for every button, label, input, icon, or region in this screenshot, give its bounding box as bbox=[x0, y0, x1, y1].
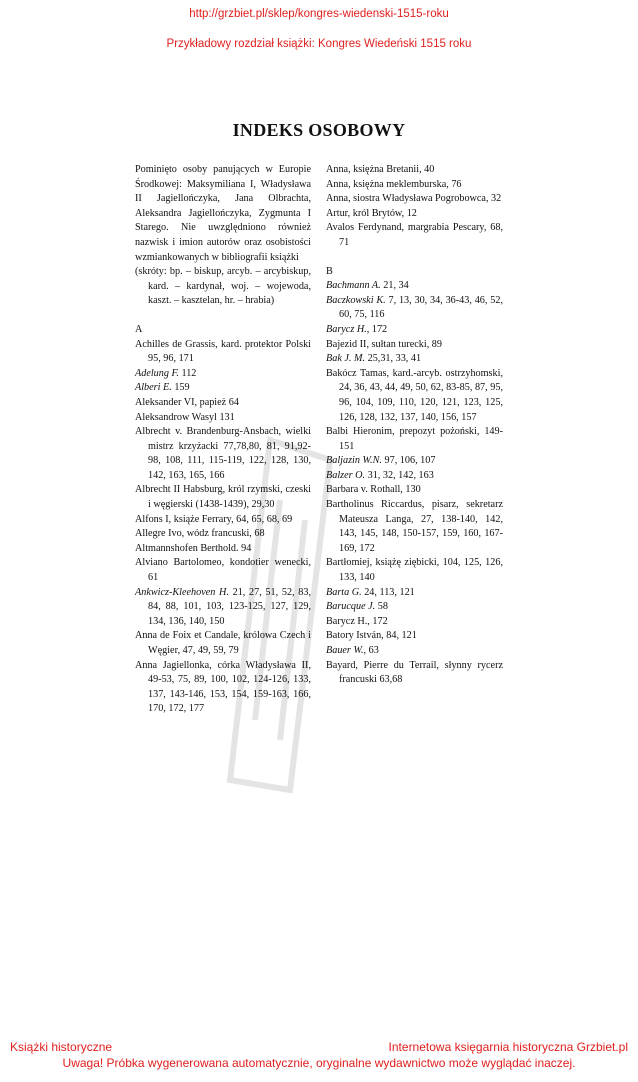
index-entry-pages: 21, 27, 51, 52, 83, 84, 88, 101, 103, 123-125, 127, 129, 134, 136, 140, 150 bbox=[148, 586, 311, 627]
index-column-left bbox=[135, 163, 311, 717]
footer-books-link[interactable]: Książki historyczne bbox=[10, 1040, 113, 1054]
index-entry: Alfons I, książe Ferrary, 64, 65, 68, 69 bbox=[135, 513, 293, 525]
index-entry bbox=[135, 586, 311, 630]
index-entry-pages: 7, 13, 30, 34, 36-43, 46, 52, 60, 75, 116 bbox=[339, 294, 503, 321]
index-entry-author: Baljazin W.N. bbox=[326, 455, 382, 467]
index-entry-author: Ankwicz-Kleehoven H. bbox=[135, 586, 229, 598]
index-entry: Artur, król Brytów, 12 bbox=[326, 207, 417, 219]
index-entry: Alviano Bartolomeo, kondotier wenecki, 61 bbox=[135, 557, 311, 584]
index-entry: Balbi Hieronim, prepozyt pożoński, 149-151 bbox=[326, 426, 503, 452]
index-entry: Anna, księżna meklemburska, 76 bbox=[326, 178, 462, 190]
index-entry: Batory István, 84, 121 bbox=[326, 630, 417, 642]
index-entry: Anna, księżna Bretanii, 40 bbox=[326, 164, 435, 175]
index-entry bbox=[326, 644, 503, 659]
index-entry bbox=[326, 586, 503, 601]
index-entry: Bakócz Tamas, kard.-arcyb. ostrzyhomski, 24, 36, 43, 44, 49, 50, 62, 83-85, 87, 95, 96, 104, 109, 110, 120, 121, 123, 125, 126, 128, 132, 137, 140, 156, 157 bbox=[326, 367, 503, 423]
index-column-right bbox=[326, 163, 503, 688]
index-entry: Bartholinus Riccardus, pisarz, sekretarz Mateusza Langa, 27, 138-140, 142, 143, 145, 148, 150-157, 159, 160, 167-169, 172 bbox=[326, 499, 503, 554]
index-entry bbox=[326, 352, 503, 367]
index-entry: Barbara v. Rothall, 130 bbox=[326, 484, 421, 496]
index-entry-pages: , 172 bbox=[366, 323, 388, 335]
index-entry: Allegre Ivo, wódz francuski, 68 bbox=[135, 528, 265, 540]
index-entry-author: Barucque J. bbox=[326, 601, 376, 613]
index-entry bbox=[135, 381, 311, 396]
sample-chapter-note: Przykładowy rozdział książki: Kongres Wiedeński 1515 roku bbox=[166, 38, 472, 50]
index-entry: Bayard, Pierre du Terrail, słynny rycerz francuski 63,68 bbox=[326, 659, 503, 686]
index-entry-pages: 25,31, 33, 41 bbox=[365, 353, 422, 365]
index-entry: Avalos Ferdynand, margrabia Pescary, 68, 71 bbox=[326, 222, 503, 248]
index-entry bbox=[326, 454, 503, 469]
index-entry-pages: 112 bbox=[178, 367, 197, 379]
index-entry-pages: 58 bbox=[375, 601, 388, 613]
footer-shop-link[interactable]: Internetowa księgarnia historyczna Grzbiet.pl bbox=[388, 1040, 628, 1054]
index-entry: (skróty: bp. – biskup, arcyb. – arcybiskup, kard. – kardynał, woj. – wojewoda, kaszt. – kasztelan, hr. – hrabia) bbox=[135, 266, 311, 307]
index-entry-pages: 31, 32, 142, 163 bbox=[365, 469, 434, 481]
index-entry-author: Barta G. bbox=[326, 586, 362, 598]
index-entry-author: Bauer W. bbox=[326, 645, 364, 656]
page-title: INDEKS OSOBOWY bbox=[232, 120, 406, 140]
index-entry bbox=[326, 600, 503, 615]
index-entry: Anna de Foix et Candale, królowa Czech i Węgier, 47, 49, 59, 79 bbox=[135, 630, 311, 656]
index-entry-author: Balzer O. bbox=[326, 469, 366, 481]
index-letter-heading: B bbox=[326, 265, 333, 277]
index-entry-pages: 24, 113, 121 bbox=[361, 586, 415, 598]
index-entry bbox=[326, 469, 503, 484]
index-entry: Albrecht v. Brandenburg-Ansbach, wielki mistrz krzyżacki 77,78,80, 81, 91,92-98, 108, 111, 115-119, 122, 128, 130, 142, 163, 165, 166 bbox=[135, 426, 311, 481]
footer-warning: Uwaga! Próbka wygenerowana automatycznie, oryginalne wydawnictwo może wyglądać inaczej. bbox=[62, 1056, 576, 1070]
index-entry bbox=[135, 367, 311, 382]
index-entry-pages: , 63 bbox=[363, 645, 379, 656]
index-entry: Achilles de Grassis, kard. protektor Polski 95, 96, 171 bbox=[135, 338, 311, 365]
index-entry bbox=[326, 294, 503, 323]
index-entry-author: Barycz H. bbox=[326, 323, 367, 335]
index-entry: Aleksandrow Wasyl 131 bbox=[135, 411, 235, 423]
index-note: Pominięto osoby panujących w Europie Środkowej: Maksymiliana I, Władysława II Jagiellończyka, Jana Olbrachta, Aleksandra Jagiellończyka, Zygmunta I Starego. Nie uwzględniono również nazwisk i imion autorów oraz osobistości wzmiankowanych w bibliografii książki bbox=[135, 164, 311, 263]
index-entry-pages: 159 bbox=[171, 382, 190, 394]
index-entry: Bajezid II, sułtan turecki, 89 bbox=[326, 338, 442, 350]
index-entry bbox=[326, 323, 503, 338]
index-entry: Altmannshofen Berthold. 94 bbox=[135, 542, 252, 554]
index-entry: Aleksander VI, papież 64 bbox=[135, 396, 239, 408]
index-entry-author: Baczkowski K. bbox=[326, 294, 386, 306]
index-letter-heading: A bbox=[135, 323, 143, 335]
index-entry-author: Alberi E. bbox=[135, 382, 172, 394]
index-entry-pages: 97, 106, 107 bbox=[381, 455, 436, 467]
source-url-link[interactable]: http://grzbiet.pl/sklep/kongres-wiedenski-1515-roku bbox=[189, 8, 449, 20]
index-entry: Barycz H., 172 bbox=[326, 615, 388, 627]
index-entry bbox=[326, 279, 503, 294]
index-entry: Bartłomiej, książę ziębicki, 104, 125, 126, 133, 140 bbox=[326, 557, 503, 584]
index-entry: Albrecht II Habsburg, król rzymski, czeski i węgierski (1438-1439), 29,30 bbox=[135, 484, 311, 511]
index-entry-author: Bachmann A. bbox=[326, 280, 381, 292]
index-entry: Anna Jagiellonka, córka Władysława II, 49-53, 75, 89, 100, 102, 124-126, 133, 137, 143-146, 153, 154, 159-163, 166, 170, 172, 177 bbox=[135, 659, 311, 715]
index-entry: Anna, siostra Władysława Pogrobowca, 32 bbox=[326, 193, 502, 205]
index-entry-author: Bak J. M. bbox=[326, 353, 366, 365]
index-entry-author: Adelung F. bbox=[135, 367, 179, 379]
index-entry-pages: 21, 34 bbox=[380, 280, 409, 292]
